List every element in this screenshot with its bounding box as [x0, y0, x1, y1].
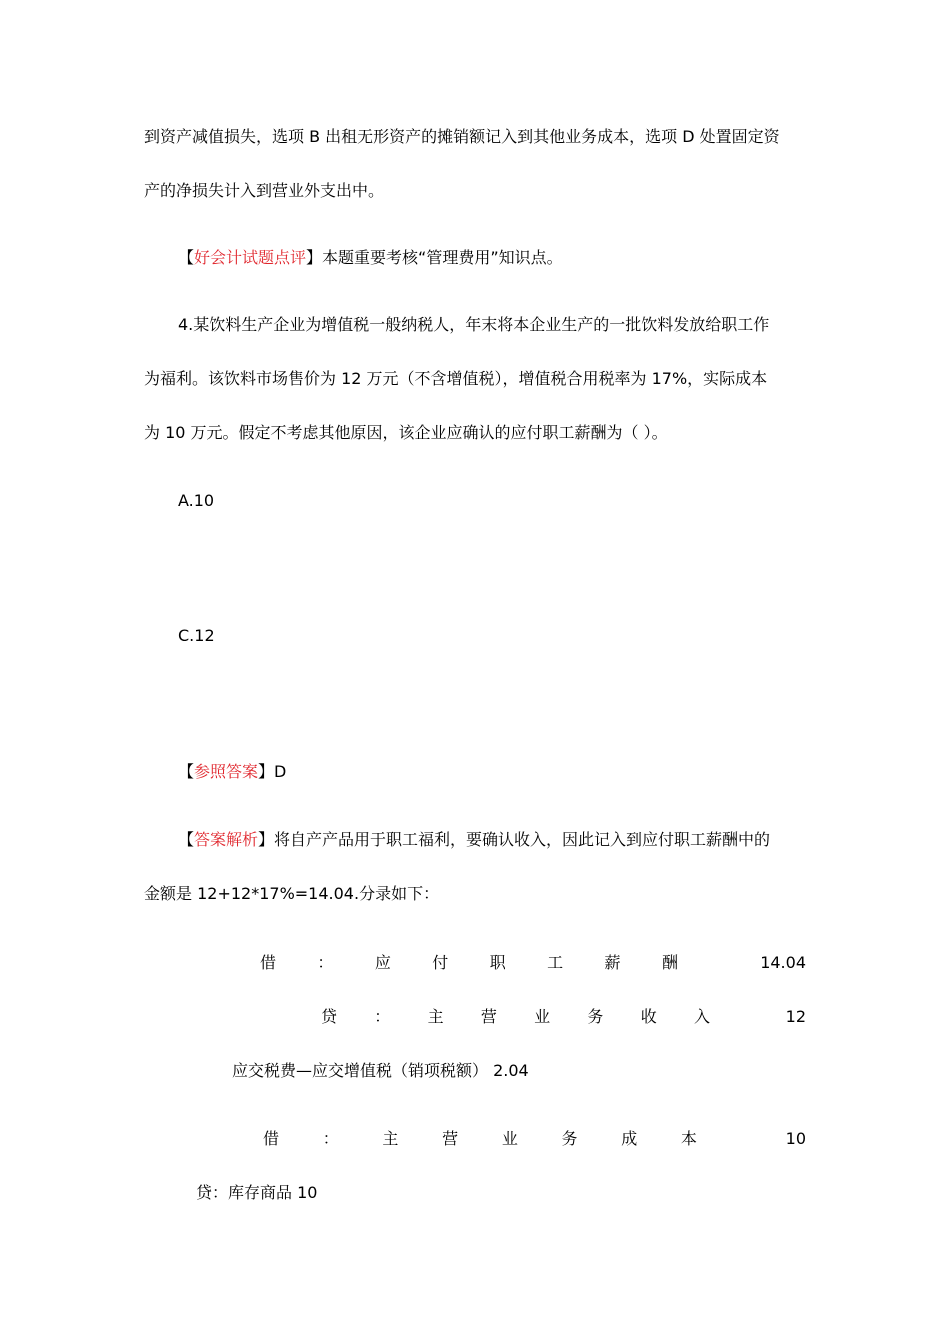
entry-char: 成	[621, 1129, 638, 1148]
entry-char: 付	[432, 953, 449, 972]
entry-amount: 14.04	[760, 953, 806, 972]
entry-char: ：	[322, 1129, 339, 1148]
bracket-open: 【	[178, 248, 195, 267]
entry-char: 薪	[604, 953, 621, 972]
analysis-label: 答案解析	[194, 830, 259, 849]
analysis-text: 将自产产品用于职工福利，要确认收入，因此记入到应付职工薪酬中的	[274, 830, 771, 849]
entry-char: 业	[534, 1007, 551, 1026]
entry-char: 贷	[321, 1007, 338, 1026]
review-text: 本题重要考核“管理费用”知识点。	[322, 248, 563, 267]
entry-char: ：	[317, 953, 334, 972]
option-c: C.12	[178, 626, 215, 645]
entry-amount: 12	[785, 1007, 806, 1026]
entry-char: 营	[480, 1007, 497, 1026]
reference-answer	[178, 762, 286, 782]
bracket-open: 【	[178, 830, 195, 849]
entry-char: 职	[489, 953, 506, 972]
analysis-line: 金额是 12+12*17%=14.04.分录如下：	[144, 884, 440, 903]
entry-amount: 10	[785, 1129, 806, 1148]
entry-char: 务	[561, 1129, 578, 1148]
entry-char: 业	[501, 1129, 518, 1148]
review-note	[178, 248, 563, 268]
journal-entry-debit	[260, 953, 678, 973]
entry-char: 收	[640, 1007, 657, 1026]
journal-entry-debit-cost	[263, 1129, 697, 1149]
option-a: A.10	[178, 491, 215, 510]
question-line: 为福利。该饮料市场售价为 12 万元（不含增值税），增值税合用税率为 17%，实际成本	[144, 369, 768, 388]
bracket-close: 】	[306, 248, 323, 267]
answer-label: 参照答案	[194, 762, 259, 781]
paragraph-line: 产的净损失计入到营业外支出中。	[144, 181, 385, 200]
entry-char: 酬	[661, 953, 678, 972]
journal-entry-credit-inventory: 贷：库存商品 10	[196, 1183, 318, 1202]
review-label: 好会计试题点评	[194, 248, 307, 267]
entry-char: 借	[260, 953, 277, 972]
bracket-close: 】	[258, 762, 275, 781]
analysis-line	[178, 830, 770, 850]
bracket-close: 】	[258, 830, 275, 849]
journal-entry-credit	[321, 1007, 710, 1027]
entry-char: 务	[587, 1007, 604, 1026]
entry-char: 主	[382, 1129, 399, 1148]
question-line: 4.某饮料生产企业为增值税一般纳税人，年末将本企业生产的一批饮料发放给职工作	[178, 315, 770, 334]
entry-char: 本	[680, 1129, 697, 1148]
entry-char: ：	[374, 1007, 391, 1026]
answer-value: D	[274, 762, 287, 781]
entry-char: 借	[263, 1129, 280, 1148]
entry-char: 工	[547, 953, 564, 972]
question-line: 为 10 万元。假定不考虑其他原因，该企业应确认的应付职工薪酬为（ ）。	[144, 423, 668, 442]
bracket-open: 【	[178, 762, 195, 781]
entry-char: 营	[442, 1129, 459, 1148]
journal-entry-tax: 应交税费—应交增值税（销项税额） 2.04	[232, 1061, 529, 1080]
entry-char: 应	[374, 953, 391, 972]
entry-char: 主	[427, 1007, 444, 1026]
paragraph-line: 到资产减值损失，选项 B 出租无形资产的摊销额记入到其他业务成本，选项 D 处置固定资	[144, 127, 780, 146]
entry-char: 入	[693, 1007, 710, 1026]
